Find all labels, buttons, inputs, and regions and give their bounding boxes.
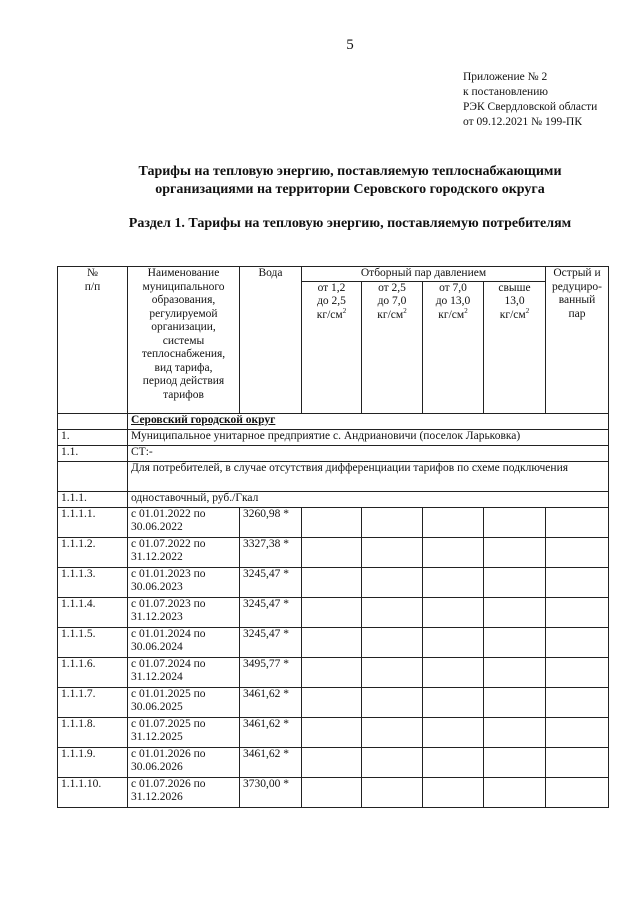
row-num: 1.1.1.7.	[58, 687, 128, 717]
row-period: с 01.07.2022 по 31.12.2022	[128, 537, 240, 567]
table-row	[58, 747, 609, 777]
row-num: 1.1.1.8.	[58, 717, 128, 747]
appendix-line: РЭК Свердловской области	[463, 101, 598, 113]
row-period: с 01.01.2026 по 30.06.2026	[128, 747, 240, 777]
row-pressure-4	[484, 657, 546, 687]
row-pressure-1	[302, 657, 362, 687]
appendix-line: от 09.12.2021 № 199-ПК	[463, 116, 583, 128]
row-water-tariff: 3495,77 *	[240, 657, 302, 687]
row-num: 1.1.1.10.	[58, 777, 128, 807]
row-sharp-steam	[546, 717, 609, 747]
row-pressure-3	[423, 597, 484, 627]
row-pressure-3	[423, 747, 484, 777]
row-water-tariff: 3260,98 *	[240, 507, 302, 537]
row-sharp-steam	[546, 597, 609, 627]
row-pressure-3	[423, 627, 484, 657]
section-title: Раздел 1. Тарифы на тепловую энергию, поставляемую потребителям	[128, 216, 572, 231]
row-sharp-steam	[546, 747, 609, 777]
row-period: с 01.07.2026 по 31.12.2026	[128, 777, 240, 807]
org-name: Муниципальное унитарное предприятие с. Андриановичи (поселок Ларьковка)	[128, 429, 609, 445]
row-sharp-steam	[546, 657, 609, 687]
row-pressure-2	[362, 507, 423, 537]
row-sharp-steam	[546, 687, 609, 717]
row-num: 1.1.1.2.	[58, 537, 128, 567]
row-sharp-steam	[546, 507, 609, 537]
row-pressure-2	[362, 747, 423, 777]
row-num: 1.1.1.3.	[58, 567, 128, 597]
row-pressure-4	[484, 567, 546, 597]
table-row	[58, 537, 609, 567]
header-num: № п/п	[58, 267, 128, 414]
row-period: с 01.01.2024 по 30.06.2024	[128, 627, 240, 657]
row-pressure-1	[302, 597, 362, 627]
row-pressure-3	[423, 537, 484, 567]
row-pressure-4	[484, 717, 546, 747]
consumers-note: Для потребителей, в случае отсутствия дифференциации тарифов по схеме подключения	[128, 461, 609, 491]
row-pressure-1	[302, 777, 362, 807]
row-pressure-4	[484, 687, 546, 717]
row-pressure-4	[484, 597, 546, 627]
row-num: 1.1.1.1.	[58, 507, 128, 537]
header-water: Вода	[240, 267, 302, 414]
title-line: организациями на территории Серовского городского округа	[155, 182, 545, 197]
consumers-num-cell	[58, 461, 128, 491]
row-pressure-4	[484, 507, 546, 537]
row-water-tariff: 3461,62 *	[240, 717, 302, 747]
row-water-tariff: 3730,00 *	[240, 777, 302, 807]
row-period: с 01.07.2023 по 31.12.2023	[128, 597, 240, 627]
row-pressure-1	[302, 717, 362, 747]
row-pressure-2	[362, 537, 423, 567]
table-row	[58, 597, 609, 627]
row-sharp-steam	[546, 567, 609, 597]
appendix-block	[463, 70, 597, 130]
row-pressure-1	[302, 507, 362, 537]
row-pressure-4	[484, 627, 546, 657]
district-name: Серовский городской округ	[128, 413, 609, 429]
row-num: 1.1.1.9.	[58, 747, 128, 777]
header-pressure-2: от 2,5 до 7,0 $кг/см^2$	[362, 281, 423, 413]
header-pressure-3: от 7,0 до 13,0 $кг/см^2$	[423, 281, 484, 413]
page-number: 5	[346, 37, 354, 53]
row-pressure-1	[302, 747, 362, 777]
row-pressure-2	[362, 687, 423, 717]
row-pressure-1	[302, 627, 362, 657]
header-pressure-4: свыше 13,0 $кг/см^2$	[484, 281, 546, 413]
row-water-tariff: 3461,62 *	[240, 687, 302, 717]
row-period: с 01.07.2024 по 31.12.2024	[128, 657, 240, 687]
row-period: с 01.01.2025 по 30.06.2025	[128, 687, 240, 717]
row-water-tariff: 3245,47 *	[240, 567, 302, 597]
row-num: 1.1.1.4.	[58, 597, 128, 627]
row-pressure-4	[484, 747, 546, 777]
appendix-line: Приложение № 2	[463, 71, 548, 83]
row-pressure-1	[302, 567, 362, 597]
row-pressure-2	[362, 717, 423, 747]
tariff-table	[57, 266, 609, 808]
table-row	[58, 627, 609, 657]
row-pressure-1	[302, 687, 362, 717]
org-num: 1.	[58, 429, 128, 445]
row-period: с 01.07.2025 по 31.12.2025	[128, 717, 240, 747]
table-row	[58, 687, 609, 717]
row-pressure-4	[484, 537, 546, 567]
header-pressure-1: от 1,2 до 2,5 $кг/см^2$	[302, 281, 362, 413]
table-row	[58, 777, 609, 807]
row-pressure-3	[423, 777, 484, 807]
table-row	[58, 507, 609, 537]
table-row	[58, 567, 609, 597]
row-sharp-steam	[546, 777, 609, 807]
header-steam-group: Отборный пар давлением	[302, 267, 546, 282]
document-title	[40, 163, 640, 199]
row-sharp-steam	[546, 627, 609, 657]
row-pressure-2	[362, 657, 423, 687]
district-num-cell	[58, 413, 128, 429]
row-pressure-3	[423, 717, 484, 747]
table-row	[58, 657, 609, 687]
title-line: Тарифы на тепловую энергию, поставляемую теплоснабжающими	[138, 164, 562, 179]
table-row	[58, 717, 609, 747]
st-num: 1.1.	[58, 445, 128, 461]
row-water-tariff: 3327,38 *	[240, 537, 302, 567]
row-pressure-3	[423, 507, 484, 537]
row-pressure-3	[423, 687, 484, 717]
header-name: Наименование муниципального образования, регулируемой организации, системы теплоснабжения, вид тарифа, период действия тарифов	[128, 267, 240, 414]
row-pressure-2	[362, 597, 423, 627]
row-pressure-2	[362, 777, 423, 807]
row-pressure-2	[362, 567, 423, 597]
row-period: с 01.01.2022 по 30.06.2022	[128, 507, 240, 537]
row-water-tariff: 3245,47 *	[240, 627, 302, 657]
row-sharp-steam	[546, 537, 609, 567]
header-sharp-steam: Острый и редуциро- ванный пар	[546, 267, 609, 414]
tariff-num: 1.1.1.	[58, 491, 128, 507]
row-period: с 01.01.2023 по 30.06.2023	[128, 567, 240, 597]
st-label: СТ:-	[128, 445, 609, 461]
row-pressure-1	[302, 537, 362, 567]
row-pressure-2	[362, 627, 423, 657]
row-pressure-4	[484, 777, 546, 807]
row-water-tariff: 3245,47 *	[240, 597, 302, 627]
row-pressure-3	[423, 567, 484, 597]
tariff-label: одноставочный, руб./Гкал	[128, 491, 609, 507]
row-pressure-3	[423, 657, 484, 687]
row-num: 1.1.1.5.	[58, 627, 128, 657]
row-num: 1.1.1.6.	[58, 657, 128, 687]
row-water-tariff: 3461,62 *	[240, 747, 302, 777]
appendix-line: к постановлению	[463, 86, 548, 98]
